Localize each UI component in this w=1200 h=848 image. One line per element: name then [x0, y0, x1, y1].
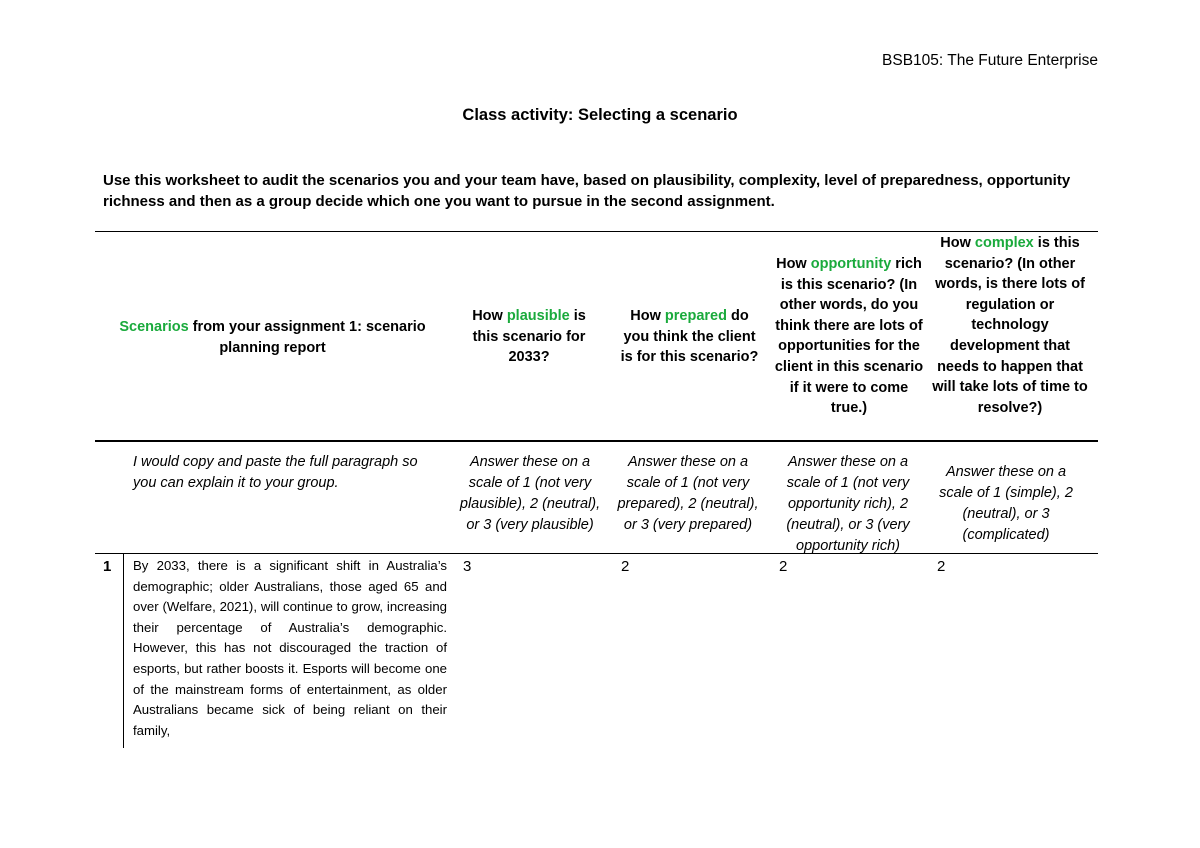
row-number: 1 [103, 558, 112, 575]
intro-text: Use this worksheet to audit the scenarios you and your team have, based on plausibility, complexity, level of preparedness, opportunity richness and then as a group decide which one you want to pursue in the second assignment. [103, 172, 1071, 210]
column-header-complex [932, 233, 1088, 418]
scenario-paragraph: By 2033, there is a significant shift in Australia’s demographic; older Australians, those aged 65 and over (Welfare, 2021), will continue to grow, increasing their percentage of Australia’s demographic. However, this has not discouraged the traction of esports, but rather boosts it. Esports will become one of the mainstream forms of entertainment, as older Australians became sick of being reliant on their family, [133, 558, 447, 738]
page-title: Class activity: Selecting a scenario [462, 106, 738, 124]
row-number-divider [123, 553, 124, 748]
header-text: How [472, 308, 507, 324]
score-prepared: 2 [621, 558, 630, 575]
header-text: How [940, 235, 975, 251]
header-text: is this scenario? (In other words, is there lots of regulation or technology development that needs to happen that will take lots of time to resolve?) [932, 235, 1088, 416]
instruction-complex: Answer these on a scale of 1 (simple), 2 (neutral), or 3 (complicated) [939, 464, 1073, 543]
header-text: How [776, 256, 811, 272]
column-header-opportunity [774, 254, 924, 419]
keyword-complex: complex [974, 235, 1034, 251]
instruction-prepared: Answer these on a scale of 1 (not very prepared), 2 (neutral), or 3 (very prepared) [617, 454, 759, 533]
column-header-scenarios [110, 317, 435, 358]
table-top-rule [95, 231, 1098, 232]
score-plausible: 3 [463, 558, 472, 575]
header-text: from your assignment 1: scenario planning report [188, 319, 426, 356]
column-header-prepared [617, 306, 762, 368]
instruction-opportunity: Answer these on a scale of 1 (not very opportunity rich), 2 (neutral), or 3 (very opportunity rich) [786, 454, 910, 554]
keyword-opportunity: opportunity [810, 256, 892, 272]
column-header-plausible [459, 306, 599, 368]
keyword-scenarios: Scenarios [119, 319, 189, 335]
keyword-plausible: plausible [506, 308, 570, 324]
header-text: is this scenario for 2033? [472, 308, 586, 366]
course-header: BSB105: The Future Enterprise [882, 52, 1098, 69]
header-bottom-rule [95, 440, 1098, 442]
score-opportunity: 2 [779, 558, 788, 575]
instruction-scenario: I would copy and paste the full paragraph so you can explain it to your group. [133, 454, 418, 491]
instruction-bottom-rule [95, 553, 1098, 554]
keyword-prepared: prepared [664, 308, 727, 324]
header-text: do you think the client is for this scenario? [620, 308, 759, 366]
instruction-plausible: Answer these on a scale of 1 (not very plausible), 2 (neutral), or 3 (very plausible) [459, 454, 601, 533]
header-text: rich is this scenario? (In other words, do you think there are lots of opportunities for the client in this scenario if it were to come true.) [774, 256, 924, 417]
header-text: How [630, 308, 665, 324]
score-complex: 2 [937, 558, 946, 575]
